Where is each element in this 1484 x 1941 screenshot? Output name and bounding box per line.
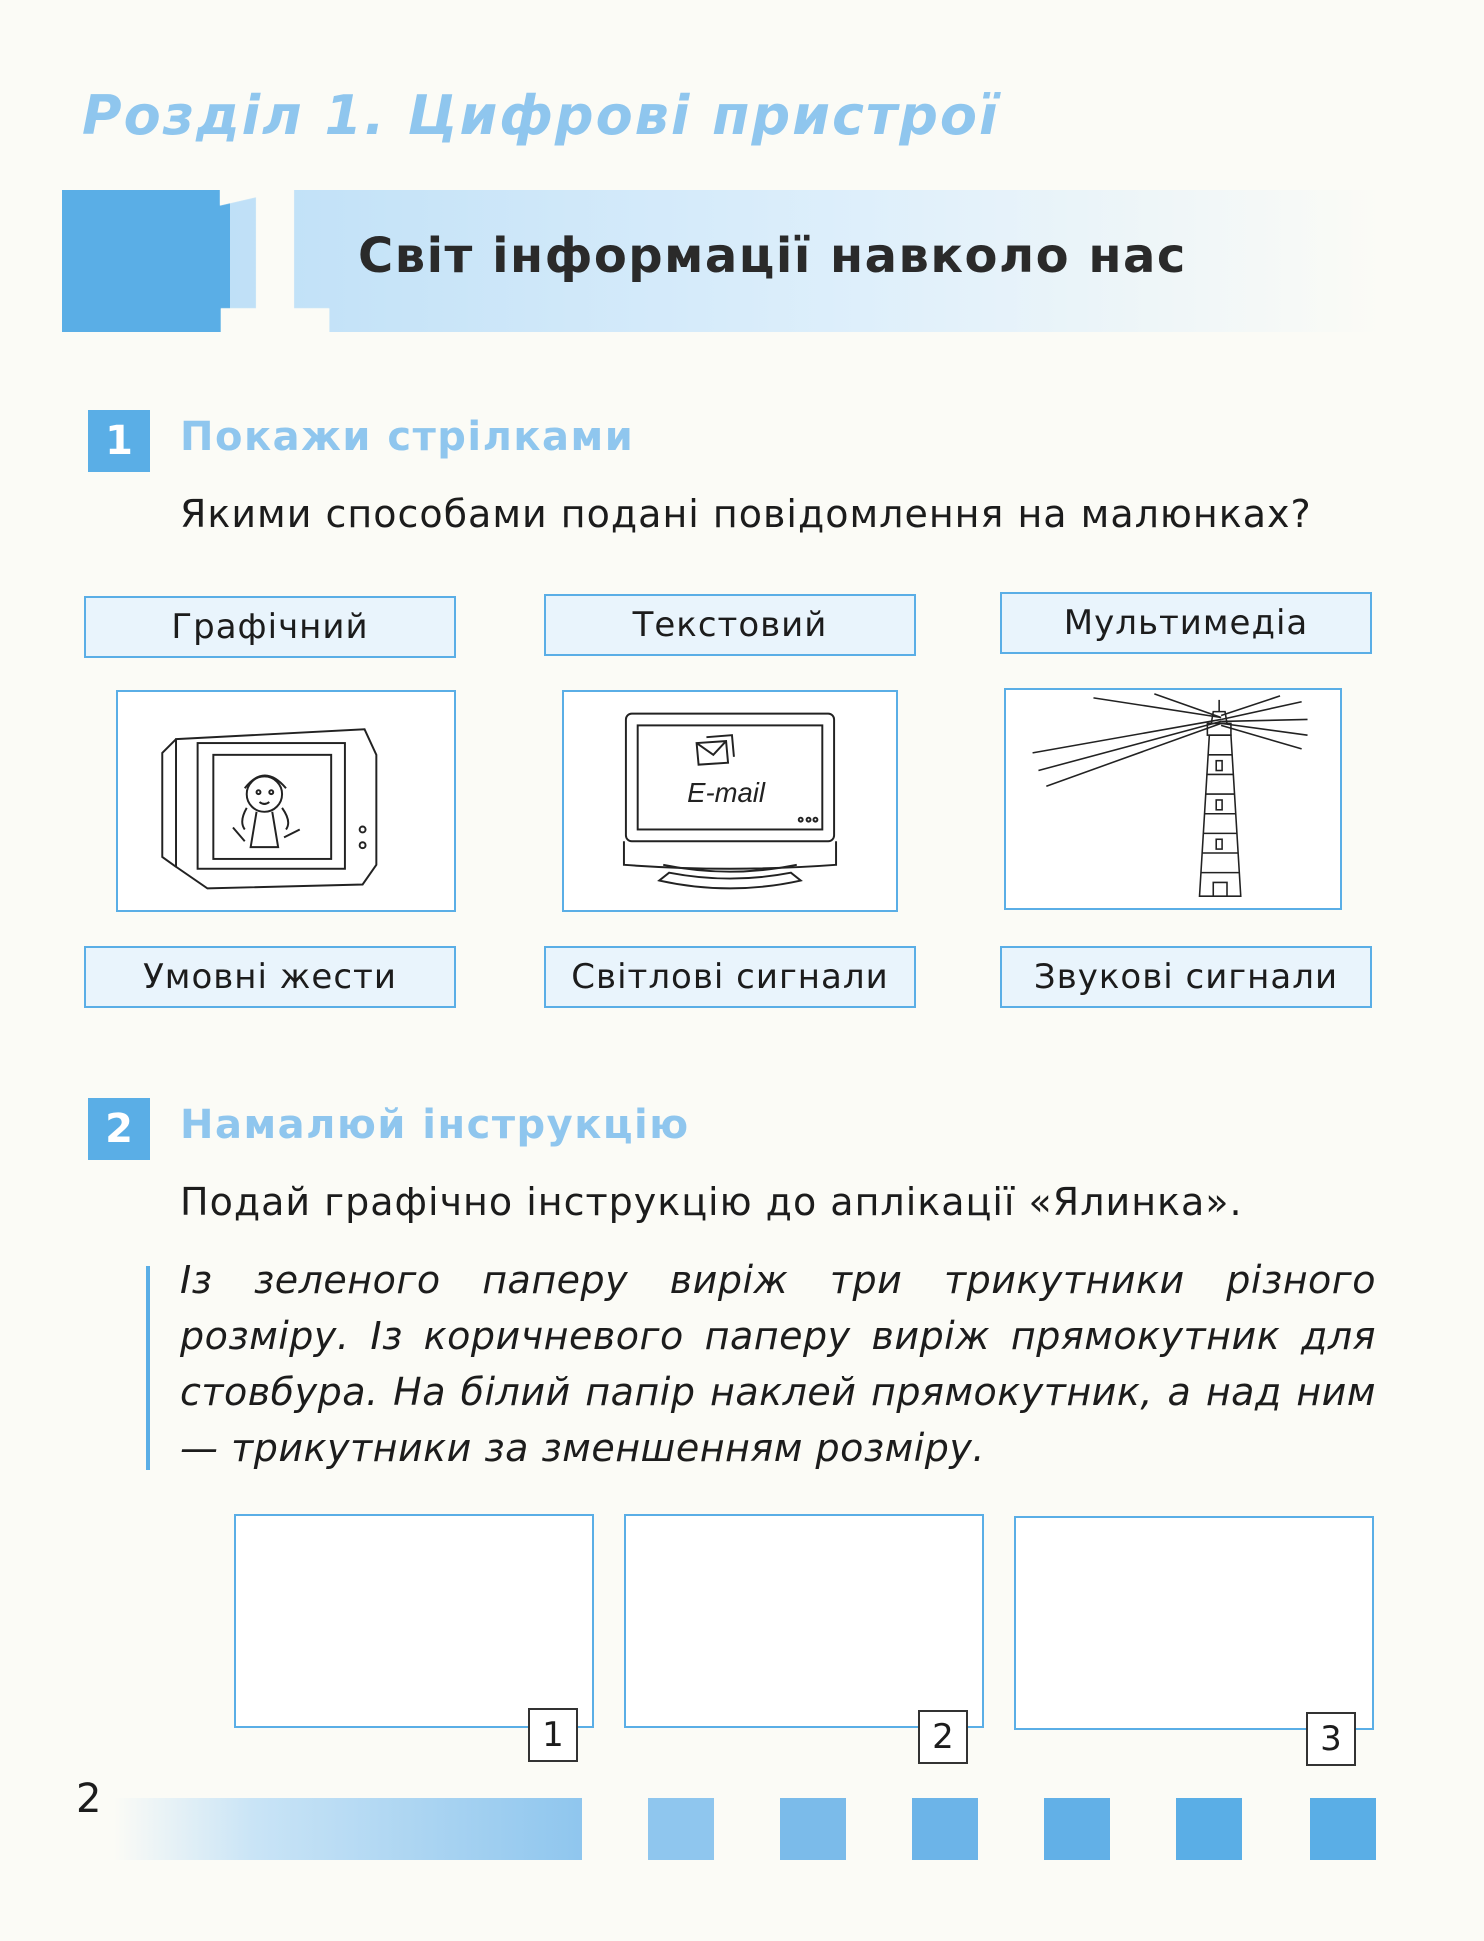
label-graphic[interactable]: Графічний [84, 596, 456, 658]
footer-square [912, 1798, 978, 1860]
drawing-area-2[interactable] [624, 1514, 984, 1728]
lesson-title: Світ інформації навколо нас [358, 228, 1187, 284]
label-text[interactable]: Текстовий [544, 594, 916, 656]
task-2-prompt: Подай графічно інструкцію до аплікації «Ялинка». [180, 1180, 1243, 1224]
task-2-title: Намалюй інструкцію [180, 1102, 690, 1148]
email-caption: E-mail [687, 776, 766, 808]
step-number-3: 3 [1306, 1712, 1356, 1766]
step-number-2: 2 [918, 1710, 968, 1764]
task-2-instruction: Із зеленого паперу виріж три трикутники різного розміру. Із коричневого паперу виріж прямокутник для стовбура. На білий папір наклей прямокутник, а над ним — трикутники за зменшенням розміру. [180, 1258, 1376, 1470]
instruction-marker [146, 1266, 150, 1470]
footer-square [780, 1798, 846, 1860]
task-1-number: 1 [88, 410, 150, 472]
monitor-email-icon [564, 692, 896, 910]
footer-square [648, 1798, 714, 1860]
task-1-question: Якими способами подані повідомлення на малюнках? [180, 492, 1312, 536]
drawing-area-3[interactable] [1014, 1516, 1374, 1730]
drawing-area-1[interactable] [234, 1514, 594, 1728]
footer-square [1310, 1798, 1376, 1860]
footer-square [1176, 1798, 1242, 1860]
label-sound-signals[interactable]: Звукові сигнали [1000, 946, 1372, 1008]
tv-girl-icon [118, 692, 454, 910]
footer-square [1044, 1798, 1110, 1860]
section-title: Розділ 1. Цифрові пристрої [82, 84, 1000, 147]
footer-bar [114, 1798, 582, 1860]
page-number: 2 [76, 1776, 102, 1822]
picture-lighthouse[interactable] [1004, 688, 1342, 910]
label-gestures[interactable]: Умовні жести [84, 946, 456, 1008]
label-light-signals[interactable]: Світлові сигнали [544, 946, 916, 1008]
picture-tv[interactable] [116, 690, 456, 912]
task-1-title: Покажи стрілками [180, 414, 635, 460]
task-2-number: 2 [88, 1098, 150, 1160]
label-multimedia[interactable]: Мультимедіа [1000, 592, 1372, 654]
chapter-number: 1 [196, 120, 344, 395]
picture-monitor[interactable] [562, 690, 898, 912]
lighthouse-icon [1006, 690, 1340, 908]
step-number-1: 1 [528, 1708, 578, 1762]
